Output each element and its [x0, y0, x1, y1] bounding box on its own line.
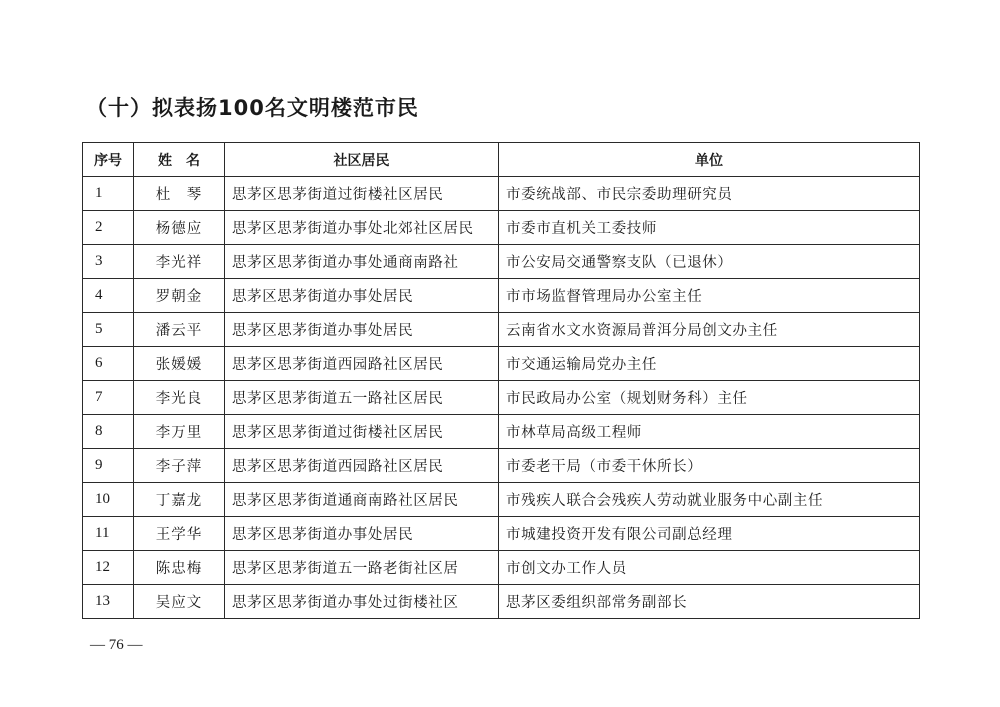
cell-name: 王学华 [134, 517, 225, 551]
cell-number: 9 [83, 449, 134, 483]
cell-number: 2 [83, 211, 134, 245]
cell-name: 潘云平 [134, 313, 225, 347]
cell-community: 思茅区思茅街道通商南路社区居民 [225, 483, 499, 517]
cell-community: 思茅区思茅街道办事处北郊社区居民 [225, 211, 499, 245]
cell-number: 10 [83, 483, 134, 517]
cell-name: 陈忠梅 [134, 551, 225, 585]
cell-unit: 市市场监督管理局办公室主任 [499, 279, 920, 313]
header-community: 社区居民 [225, 143, 499, 177]
header-unit: 单位 [499, 143, 920, 177]
cell-unit: 市创文办工作人员 [499, 551, 920, 585]
cell-community: 思茅区思茅街道办事处居民 [225, 313, 499, 347]
cell-community: 思茅区思茅街道过街楼社区居民 [225, 177, 499, 211]
cell-name: 李光祥 [134, 245, 225, 279]
cell-name: 李子萍 [134, 449, 225, 483]
cell-unit: 市残疾人联合会残疾人劳动就业服务中心副主任 [499, 483, 920, 517]
cell-unit: 市交通运输局党办主任 [499, 347, 920, 381]
cell-unit: 市委统战部、市民宗委助理研究员 [499, 177, 920, 211]
cell-name: 张媛媛 [134, 347, 225, 381]
cell-name: 杨德应 [134, 211, 225, 245]
table-row [83, 211, 920, 245]
cell-number: 4 [83, 279, 134, 313]
cell-community: 思茅区思茅街道西园路社区居民 [225, 347, 499, 381]
table-row [83, 551, 920, 585]
cell-community: 思茅区思茅街道过街楼社区居民 [225, 415, 499, 449]
table-row [83, 449, 920, 483]
cell-number: 12 [83, 551, 134, 585]
cell-name: 吴应文 [134, 585, 225, 619]
cell-name: 丁嘉龙 [134, 483, 225, 517]
cell-unit: 云南省水文水资源局普洱分局创文办主任 [499, 313, 920, 347]
cell-unit: 市委老干局（市委干休所长） [499, 449, 920, 483]
table-row [83, 517, 920, 551]
table-row [83, 415, 920, 449]
header-number: 序号 [83, 143, 134, 177]
cell-number: 5 [83, 313, 134, 347]
cell-number: 1 [83, 177, 134, 211]
header-name: 姓 名 [134, 143, 225, 177]
section-heading: （十）拟表扬100名文明楼范市民 [86, 96, 419, 120]
cell-number: 6 [83, 347, 134, 381]
cell-name: 李万里 [134, 415, 225, 449]
page-number: — 76 — [90, 637, 143, 653]
table-header-row [83, 143, 920, 177]
cell-unit: 市公安局交通警察支队（已退休） [499, 245, 920, 279]
table-row [83, 279, 920, 313]
cell-unit: 市林草局高级工程师 [499, 415, 920, 449]
cell-community: 思茅区思茅街道办事处过街楼社区 [225, 585, 499, 619]
table-row [83, 585, 920, 619]
cell-number: 3 [83, 245, 134, 279]
table-row [83, 177, 920, 211]
cell-community: 思茅区思茅街道办事处居民 [225, 279, 499, 313]
table-row [83, 483, 920, 517]
table-row [83, 347, 920, 381]
cell-community: 思茅区思茅街道五一路老街社区居 [225, 551, 499, 585]
table-row [83, 245, 920, 279]
citizen-table [82, 142, 920, 619]
cell-number: 13 [83, 585, 134, 619]
cell-community: 思茅区思茅街道五一路社区居民 [225, 381, 499, 415]
table-row [83, 381, 920, 415]
cell-community: 思茅区思茅街道办事处通商南路社 [225, 245, 499, 279]
cell-number: 8 [83, 415, 134, 449]
table-row [83, 313, 920, 347]
cell-number: 7 [83, 381, 134, 415]
cell-community: 思茅区思茅街道西园路社区居民 [225, 449, 499, 483]
cell-name: 李光良 [134, 381, 225, 415]
cell-name: 杜 琴 [134, 177, 225, 211]
cell-name: 罗朝金 [134, 279, 225, 313]
cell-community: 思茅区思茅街道办事处居民 [225, 517, 499, 551]
cell-unit: 市委市直机关工委技师 [499, 211, 920, 245]
cell-unit: 市城建投资开发有限公司副总经理 [499, 517, 920, 551]
cell-unit: 市民政局办公室（规划财务科）主任 [499, 381, 920, 415]
cell-unit: 思茅区委组织部常务副部长 [499, 585, 920, 619]
cell-number: 11 [83, 517, 134, 551]
